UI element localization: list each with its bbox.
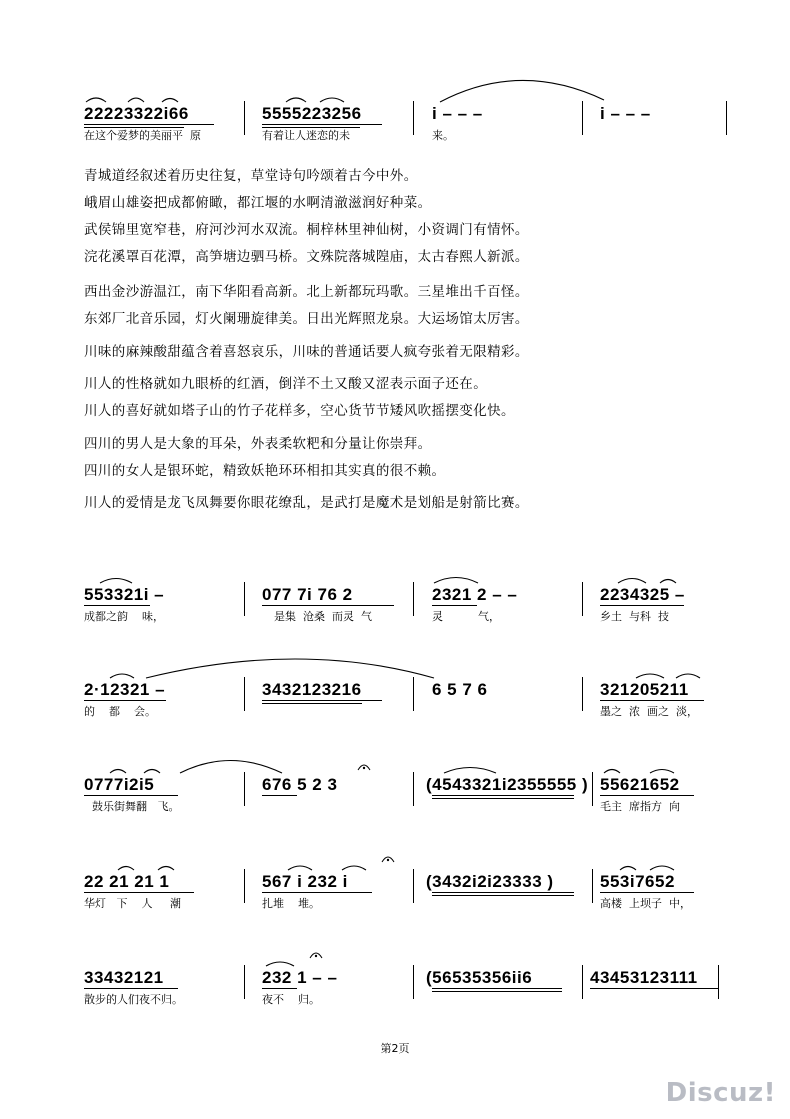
row5-measure3-notes: (3432i2i23333 ) xyxy=(426,872,554,891)
prose-line: 四川的男人是大象的耳朵，外表柔软粑和分量让你崇拜。 xyxy=(84,436,432,452)
row5-measure1-notes: 22 21 21 1 xyxy=(84,872,170,891)
prose-line: 西出金沙游温江，南下华阳看高新。北上新都玩玛歌。三星堆出千百怪。 xyxy=(84,284,529,300)
prose-line: 四川的女人是银环蛇，精致妖艳环环相扣其实真的很不赖。 xyxy=(84,463,446,479)
row2-measure1-notes: 553321i – xyxy=(84,585,165,604)
row3-measure1-notes: 2·12321 – xyxy=(84,680,166,699)
row3-measure4-notes: 321205211 xyxy=(600,680,689,699)
row1-measure2-notes: 5555223256 xyxy=(262,104,362,123)
row1-measure4-notes: i – – – xyxy=(600,104,651,123)
row6-measure2-notes: 232 1 – – xyxy=(262,968,338,987)
prose-line: 浣花溪罩百花潭，高笋塘边驷马桥。文殊院落城隍庙，太古春熙人新派。 xyxy=(84,249,529,265)
row4-measure4-notes: 55621652 xyxy=(600,775,680,794)
row2-measure3-lyrics: 灵 气， xyxy=(432,610,500,623)
row1-measure3-lyrics: 来。 xyxy=(432,129,454,142)
row4-measure1-notes: 0777i2i5 xyxy=(84,775,155,794)
row5-measure4-notes: 553i7652 xyxy=(600,872,675,891)
row6-measure2-lyrics: 夜不 归。 xyxy=(262,993,320,1006)
prose-line: 东郊厂北音乐园，灯火阑珊旋律美。日出光辉照龙泉。大运场馆太厉害。 xyxy=(84,311,529,327)
row1-measure1-notes: 22223322i66 xyxy=(84,104,189,123)
row5-measure2-notes: 567 i 232 i xyxy=(262,872,348,891)
row4-measure1-lyrics: 鼓乐街舞翻 飞。 xyxy=(92,800,180,813)
row3-measure1-lyrics: 的 都 会。 xyxy=(84,705,156,718)
prose-line: 青城道经叙述着历史往复，草堂诗句吟颂着古今中外。 xyxy=(84,168,418,184)
row4-measure4-lyrics: 毛主 席指方 向 xyxy=(600,800,680,813)
row6-measure4-notes: 43453123111 xyxy=(590,968,698,987)
discuz-watermark: Discuz! xyxy=(665,1078,776,1108)
row3-measure3-notes: 6 5 7 6 xyxy=(432,680,488,699)
row1-measure1-lyrics: 在这个爱梦的美丽平 原 xyxy=(84,129,201,142)
row3-measure2-notes: 3432123216 xyxy=(262,680,362,699)
row4-measure2-notes: 676 5 2 3 xyxy=(262,775,338,794)
row2-measure2-notes: 077 7i 76 2 xyxy=(262,585,353,604)
prose-line: 川味的麻辣酸甜蕴含着喜怒哀乐，川味的普通话要人疯夸张着无限精彩。 xyxy=(84,344,529,360)
prose-line: 峨眉山雄姿把成都俯瞰，都江堰的水啊清澈滋润好种菜。 xyxy=(84,195,432,211)
prose-line: 武侯锦里宽窄巷，府河沙河水双流。桐梓林里神仙树，小资调门有情怀。 xyxy=(84,222,529,238)
prose-line: 川人的性格就如九眼桥的红酒，倒洋不土又酸又涩表示面子还在。 xyxy=(84,376,488,392)
row2-measure4-notes: 2234325 – xyxy=(600,585,685,604)
fermata-marks xyxy=(310,765,394,958)
row1-measure2-lyrics: 有着让人迷恋的未 xyxy=(262,129,350,142)
row2-measure1-lyrics: 成都之韵 味， xyxy=(84,610,164,623)
prose-line: 川人的喜好就如塔子山的竹子花样多，空心货节节矮风吹摇摆变化快。 xyxy=(84,403,515,419)
row5-measure1-lyrics: 华灯 下 人 潮 xyxy=(84,897,181,910)
row4-measure3-notes: (4543321i2355555 ) xyxy=(426,775,589,794)
row6-measure1-notes: 33432121 xyxy=(84,968,164,987)
row6-measure1-lyrics: 散步的人们夜不归。 xyxy=(84,993,183,1006)
row2-measure3-notes: 2321 2 – – xyxy=(432,585,518,604)
row5-measure2-lyrics: 扎堆 堆。 xyxy=(262,897,320,910)
row6-measure3-notes: (56535356ii6 xyxy=(426,968,533,987)
row2-measure4-lyrics: 乡土 与科 技 xyxy=(600,610,669,623)
row1-measure3-notes: i – – – xyxy=(432,104,483,123)
row5-measure4-lyrics: 高楼 上坝子 中， xyxy=(600,897,691,910)
row2-measure2-lyrics: 是集 沧桑 而灵 气 xyxy=(274,610,372,623)
page-number: 第2页 xyxy=(380,1042,410,1055)
row3-measure4-lyrics: 墨之 浓 画之 淡， xyxy=(600,705,698,718)
prose-line: 川人的爱情是龙飞凤舞要你眼花缭乱，是武打是魔术是划船是射箭比赛。 xyxy=(84,495,529,511)
